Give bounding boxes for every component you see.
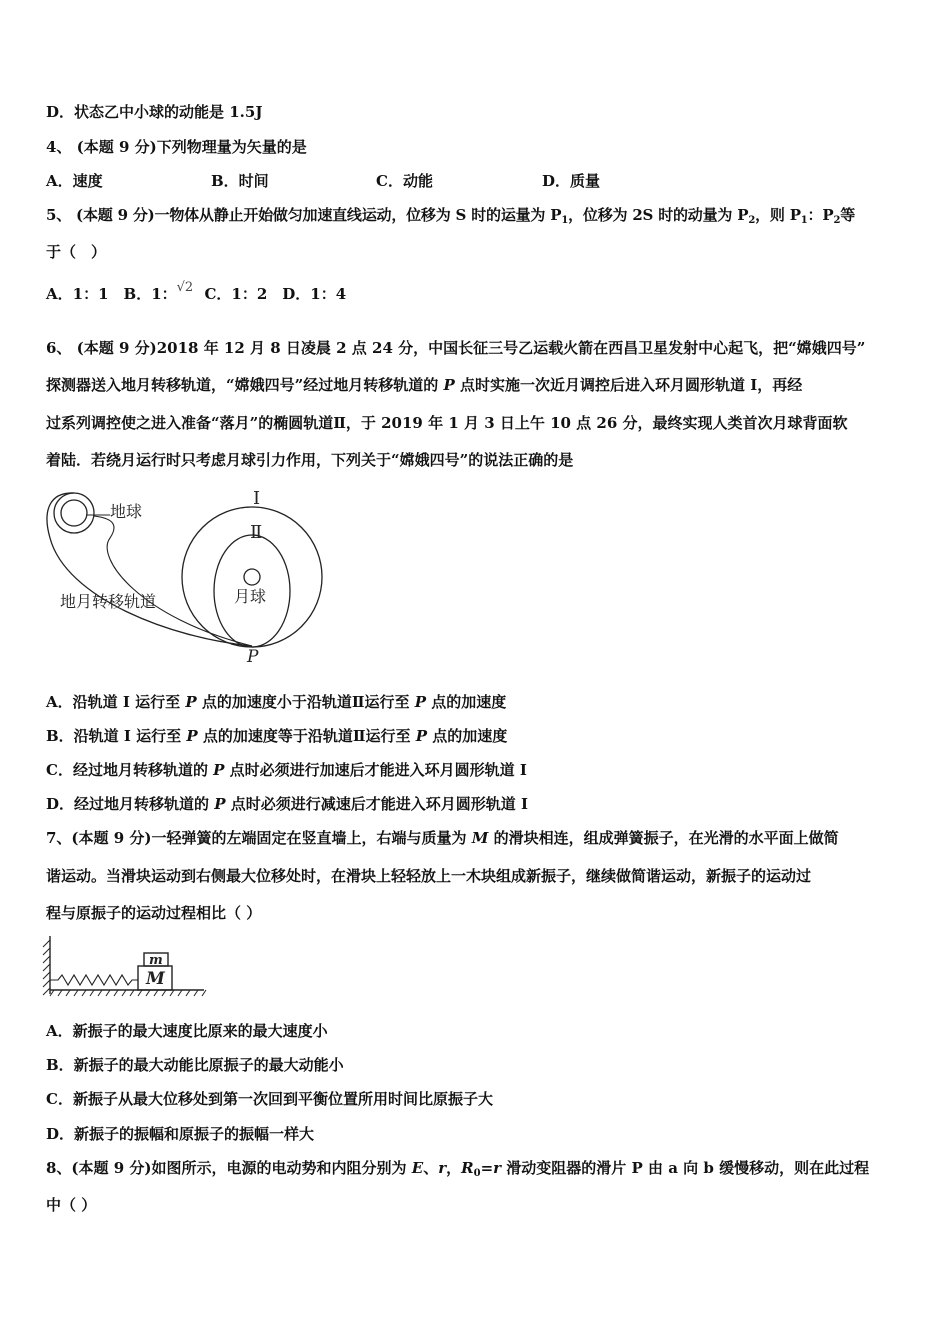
q4-option-a: A．速度	[46, 172, 103, 190]
q5-options: A．1：1 B．1：√2 C．1：2 D．1：4	[46, 280, 347, 303]
q6-option-a: A．沿轨道 I 运行至 P 点的加速度小于沿轨道Ⅱ运行至 P 点的加速度	[46, 693, 507, 711]
q4-option-b: B．时间	[211, 172, 269, 190]
q7-option-b: B．新振子的最大动能比原振子的最大动能小	[46, 1056, 344, 1074]
earth-outer-ring	[54, 493, 94, 533]
q6-line2: 探测器送入地月转移轨道，“嫦娥四号”经过地月转移轨道的 P 点时实施一次近月调控后进入环月圆形轨道 I，再经	[46, 376, 803, 394]
q7-option-a: A．新振子的最大速度比原来的最大速度小	[46, 1022, 328, 1040]
q8-line2: 中（ ）	[46, 1196, 97, 1214]
sqrt-two: √2	[176, 280, 194, 295]
q7-line1: 7、(本题 9 分)一轻弹簧的左端固定在竖直墙上，右端与质量为 M 的滑块相连，组成弹簧振子，在光滑的水平面上做简	[46, 829, 839, 847]
orbit-diagram	[40, 478, 340, 670]
q4-option-c: C．动能	[376, 172, 433, 190]
q4-option-d: D．质量	[542, 172, 601, 190]
earth-label: 地球	[110, 502, 143, 521]
block-big-label: M	[146, 969, 165, 989]
q7-line2: 谐运动。当滑块运动到右侧最大位移处时，在滑块上轻轻放上一木块组成新振子，继续做简谐运动，新振子的运动过	[46, 867, 812, 885]
q6-line1: 6、 (本题 9 分)2018 年 12 月 8 日凌晨 2 点 24 分，中国长征三号乙运载火箭在西昌卫星发射中心起飞，把“嫦娥四号”	[46, 339, 866, 357]
spring-oscillator-diagram	[40, 932, 210, 1002]
q4-stem: 4、 (本题 9 分)下列物理量为矢量的是	[46, 138, 307, 156]
q6-line4: 着陆．若绕月运行时只考虑月球引力作用，下列关于“嫦娥四号”的说法正确的是	[46, 451, 574, 469]
q8-line1: 8、(本题 9 分)如图所示，电源的电动势和内阻分别为 E、r，$R_0=r$ 滑动变阻器的滑片 P 由 a 向 b 缓慢移动，则在此过程	[46, 1159, 870, 1179]
q7-option-c: C．新振子从最大位移处到第一次回到平衡位置所用时间比原振子大	[46, 1090, 493, 1108]
q6-option-c: C．经过地月转移轨道的 P 点时必须进行加速后才能进入环月圆形轨道 I	[46, 761, 527, 779]
q5-stem-line2: 于（ ）	[46, 243, 107, 261]
transfer-orbit-label: 地月转移轨道	[60, 592, 157, 611]
spring	[50, 975, 138, 985]
earth-circle	[61, 500, 87, 526]
q6-line3: 过系列调控使之进入准备“落月”的椭圆轨道Ⅱ，于 2019 年 1 月 3 日上午 10 点 26 分，最终实现人类首次月球背面软	[46, 414, 848, 432]
point-p-label: P	[247, 647, 259, 667]
q6-option-b: B．沿轨道 I 运行至 P 点的加速度等于沿轨道Ⅱ运行至 P 点的加速度	[46, 727, 508, 745]
q5-stem: 5、 (本题 9 分)一物体从静止开始做匀加速直线运动，位移为 S 时的运量为 $P_1$，位移为 2S 时的动量为 $P_2$，则 $P_1$：$P_2$等	[46, 206, 856, 226]
block-small-label: m	[149, 953, 163, 968]
q7-line3: 程与原振子的运动过程相比（ ）	[46, 904, 262, 922]
q6-option-d: D．经过地月转移轨道的 P 点时必须进行减速后才能进入环月圆形轨道 I	[46, 795, 528, 813]
moon-label: 月球	[234, 587, 267, 606]
orbit-two-label: Ⅱ	[250, 522, 263, 543]
orbit-one-label: I	[253, 488, 261, 509]
q3-option-d: D．状态乙中小球的动能是 1.5J	[46, 103, 263, 121]
q7-option-d: D．新振子的振幅和原振子的振幅一样大	[46, 1125, 315, 1143]
moon-circle	[244, 569, 260, 585]
transfer-orbit-inner	[94, 516, 252, 646]
